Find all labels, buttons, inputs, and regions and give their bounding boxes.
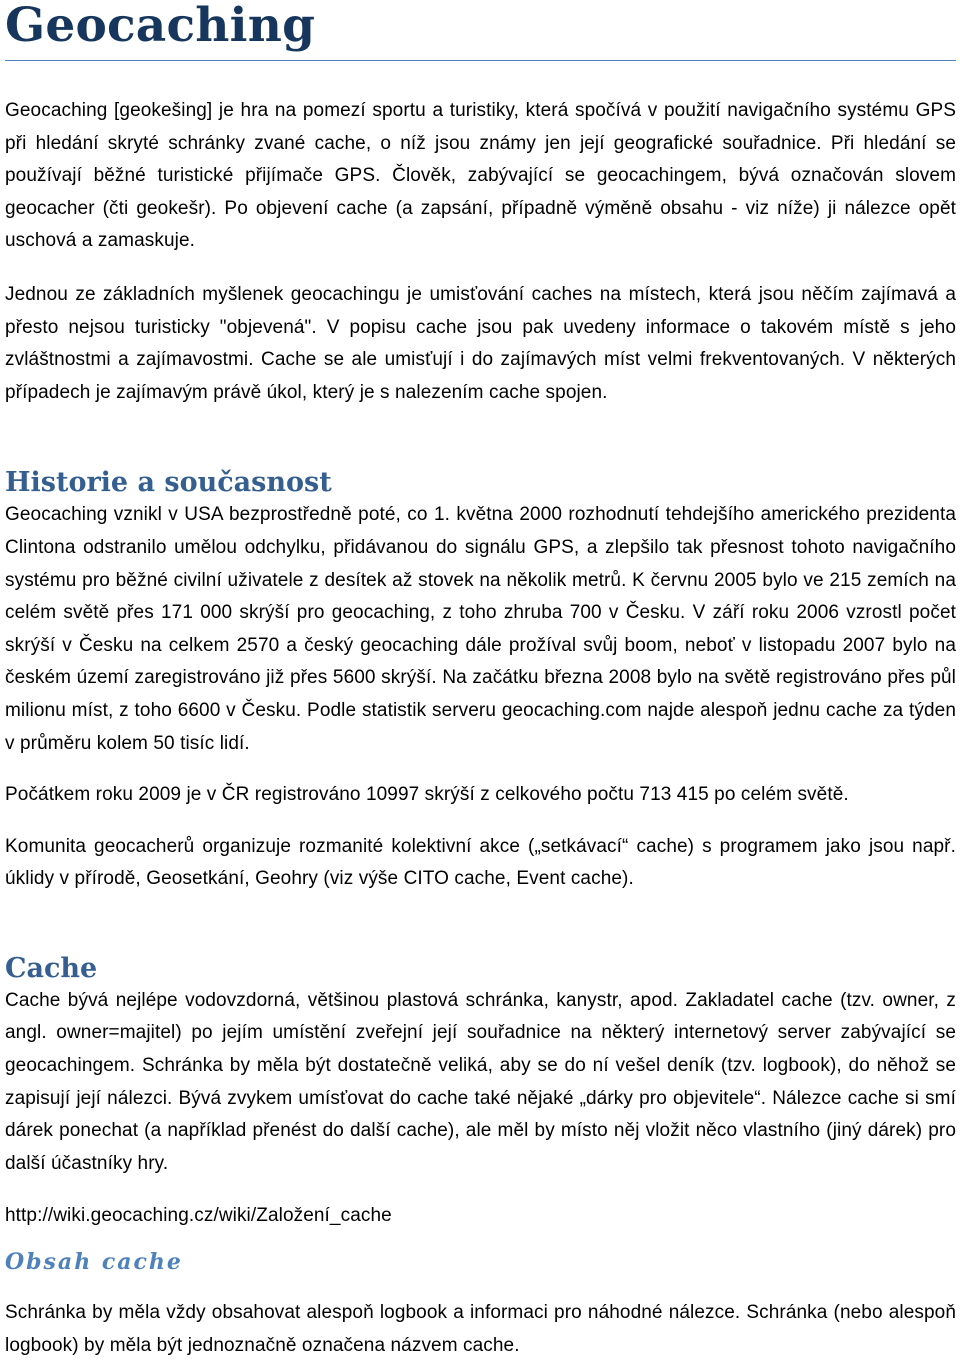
document <box>5 0 956 1362</box>
document-title: Geocaching <box>5 0 316 53</box>
history-paragraph-2: Počátkem roku 2009 je v ČR registrováno 10997 skrýší z celkového počtu 713 415 po celém světě. <box>5 784 849 806</box>
cache-paragraph-1: Cache bývá nejlépe vodovzdorná, většinou plastová schránka, kanystr, apod. Zakladatel cache (tzv. owner, z angl. owner=majitel) po jejím umístění zveřejní její souřadnice na některý internetový server zabývající se geocachingem. Schránka by měla být dostatečně veliká, aby se do ní vešel deník (tzv. logbook), do něhož se zapisují její nálezci. Bývá zvykem umísťovat do cache také nějaké „dárky pro objevitele“. Nálezce cache si smí dárek ponechat (a například přenést do další cache), ale měl by místo něj vložit něco vlastního (jiný dárek) pro další účastníky hry. <box>5 989 956 1174</box>
section-heading-history: Historie a současnost <box>5 467 332 499</box>
history-paragraph-3: Komunita geocacherů organizuje rozmanité kolektivní akce („setkávací“ cache) s programem jako jsou např. úklidy v přírodě, Geosetkání, Geohry (viz výše CITO cache, Event cache). <box>5 835 956 890</box>
cache-wiki-link[interactable]: http://wiki.geocaching.cz/wiki/Založení_cache <box>5 1205 392 1227</box>
intro-paragraph-2: Jednou ze základních myšlenek geocachingu je umisťování caches na místech, která jsou něčím zajímavá a přesto nejsou turisticky "objevená". V popisu cache jsou pak uvedeny informace o takovém místě s jeho zvláštnostmi a zajímavostmi. Cache se ale umisťují i do zajímavých míst velmi frekventovaných. V některých případech je zajímavým právě úkol, který je s nalezením cache spojen. <box>5 283 956 403</box>
section-heading-contents: Obsah cache <box>5 1249 183 1276</box>
section-heading-cache: Cache <box>5 952 98 984</box>
intro-paragraph-1: Geocaching [geokešing] je hra na pomezí sportu a turistiky, která spočívá v použití navigačního systému GPS při hledání skryté schránky zvané cache, o níž jsou známy jen její geografické souřadnice. Při hledání se používají běžné turistické přijímače GPS. Člověk, zabývající se geocachingem, bývá označován slovem geocacher (čti geokešr). Po objevení cache (a zapsání, případně výměně obsahu - viz níže) ji nálezce opět uschová a zamaskuje. <box>5 100 956 252</box>
title-underline <box>5 60 956 61</box>
history-paragraph-1: Geocaching vznikl v USA bezprostředně poté, co 1. května 2000 rozhodnutí tehdejšího amerického prezidenta Clintona odstranilo umělou odchylku, přidávanou do signálu GPS, a zlepšilo tak přesnost tohoto navigačního systému pro běžné civilní uživatele z desítek až stovek na několik metrů. K červnu 2005 bylo ve 215 zemích na celém světě přes 171 000 skrýší pro geocaching, z toho zhruba 700 v Česku. V září roku 2006 vzrostl počet skrýší v Česku na celkem 2570 a český geocaching dále prožíval svůj boom, neboť v listopadu 2007 bylo na českém území zaregistrováno již přes 5600 skrýší. Na začátku března 2008 bylo na světě registrováno přes půl milionu míst, z toho 6600 v Česku. Podle statistik serveru geocaching.com najde alespoň jednu cache za týden v průměru kolem 50 tisíc lidí. <box>5 504 956 754</box>
contents-paragraph-1: Schránka by měla vždy obsahovat alespoň logbook a informaci pro náhodné nálezce. Schránka (nebo alespoň logbook) by měla být jednoznačně označena názvem cache. <box>5 1302 956 1356</box>
